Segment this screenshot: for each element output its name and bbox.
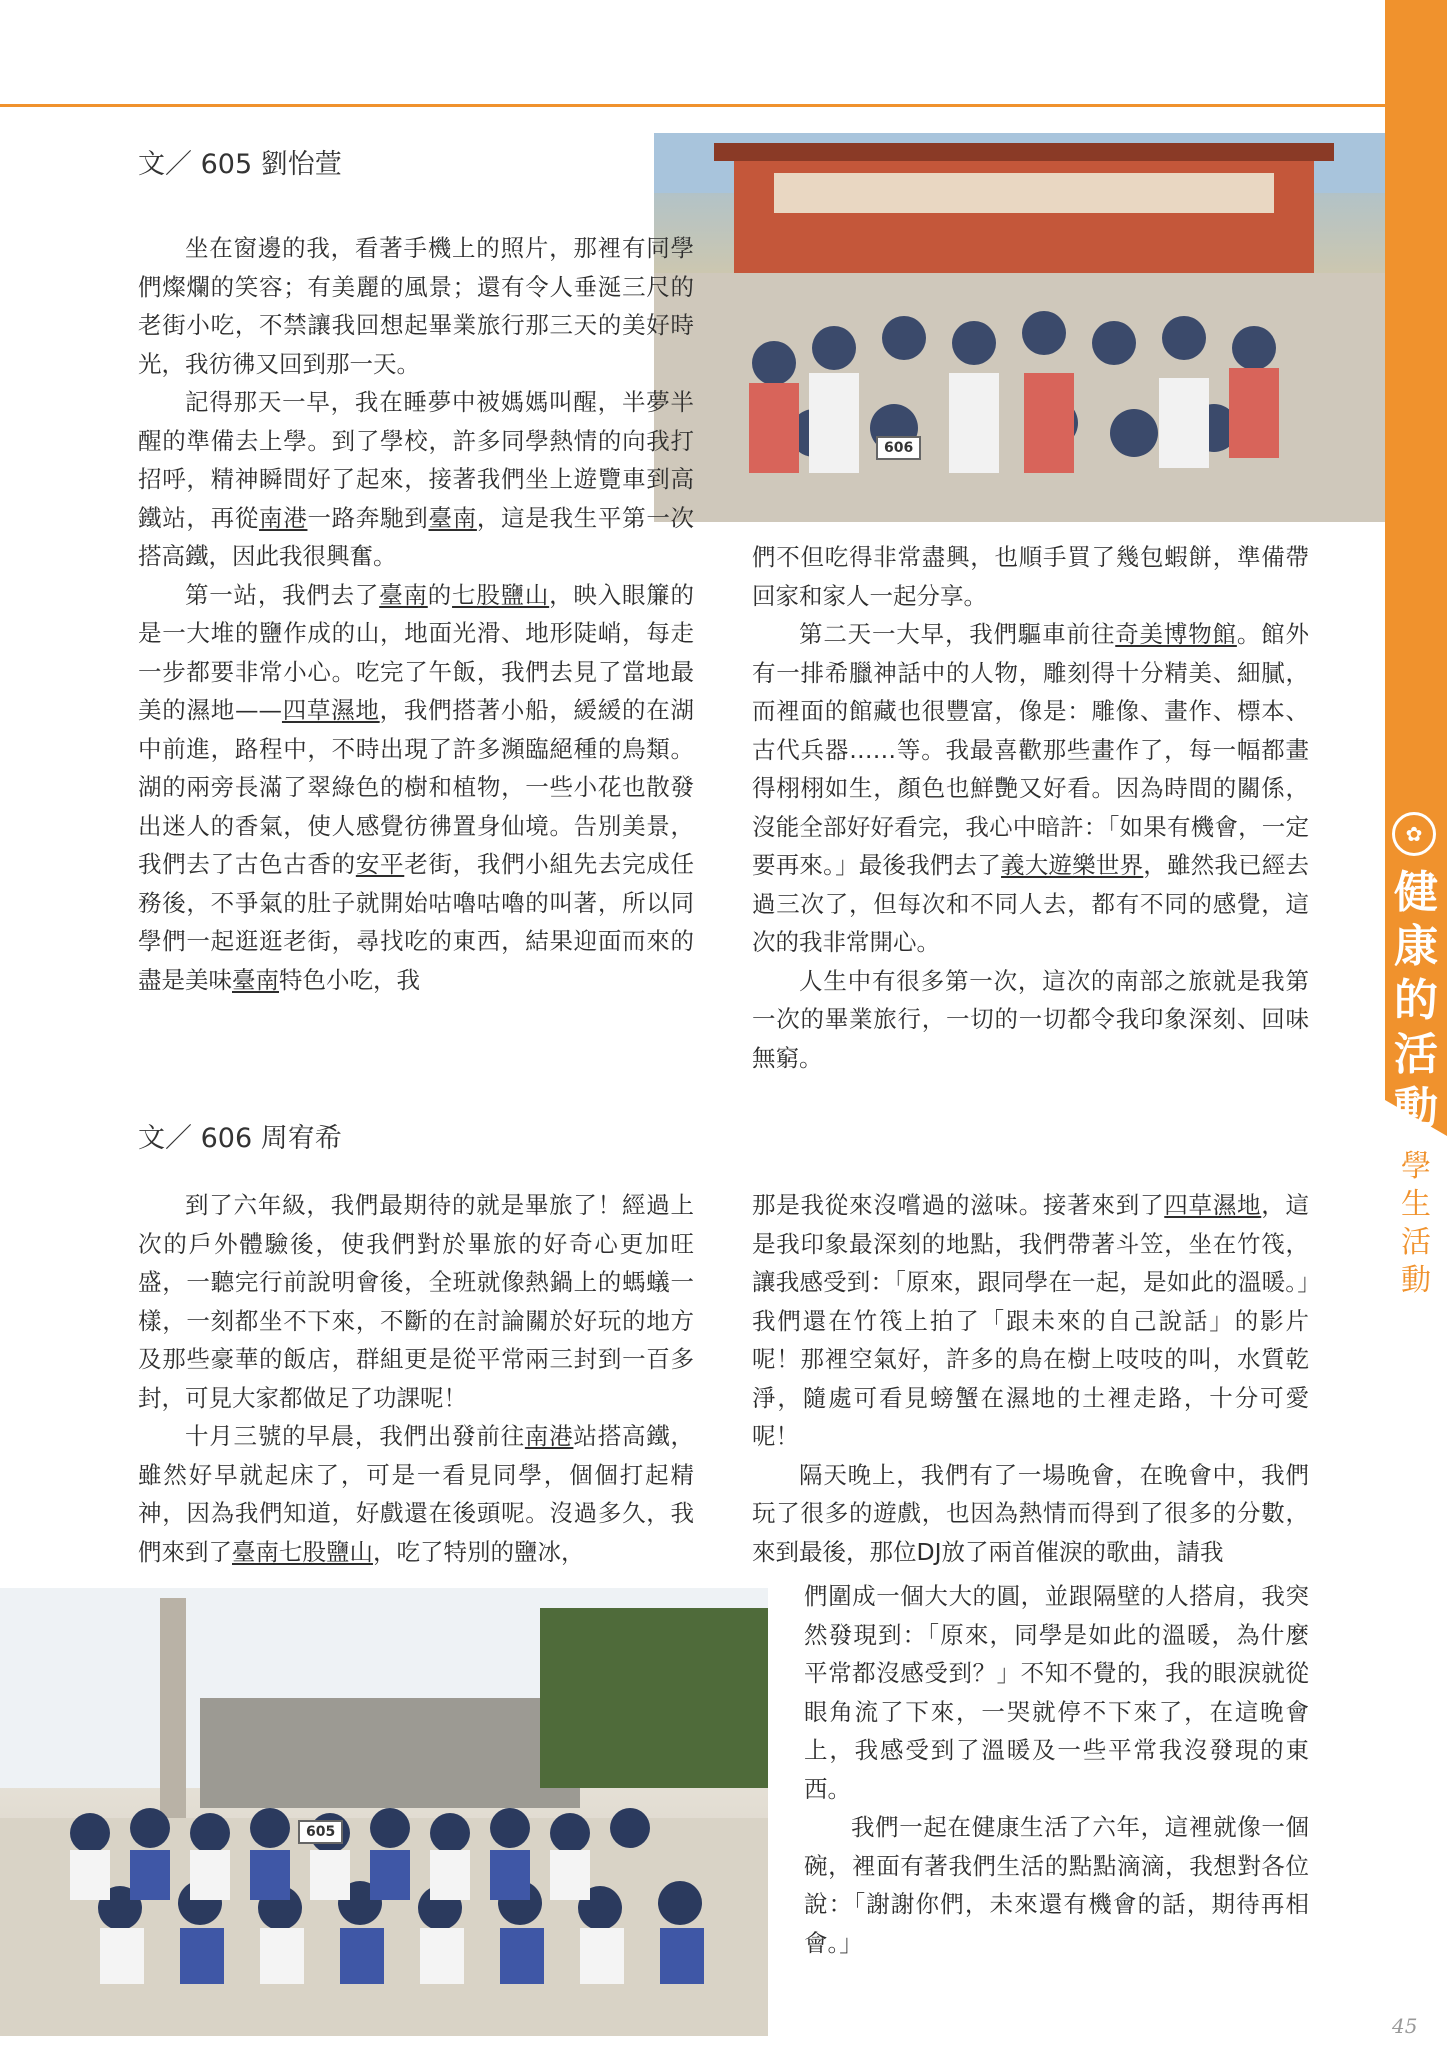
paragraph: 記得那天一早，我在睡夢中被媽媽叫醒，半夢半醒的準備去上學。到了學校，許多同學熱情的向我打招呼，精神瞬間好了起來，接著我們坐上遊覽車到高鐵站，再從南港一路奔馳到臺南，這是我生平第一次搭高鐵，因此我很興奮。 <box>138 388 695 570</box>
paragraph: 坐在窗邊的我，看著手機上的照片，那裡有同學們燦爛的笑容；有美麗的風景；還有令人垂涎三尺的老街小吃，不禁讓我回想起畢業旅行那三天的美好時光，我彷彿又回到那一天。 <box>138 234 694 378</box>
salt-mountain-photo-illustration <box>0 1588 768 2036</box>
paragraph: 十月三號的早晨，我們出發前往南港站搭高鐵，雖然好早就起床了，可是一看見同學，個個打起精神，因為我們知道，好戲還在後頭呢。沒過多久，我們來到了臺南七股鹽山，吃了特別的鹽冰， <box>138 1422 695 1566</box>
article2-left-column <box>138 1186 694 1571</box>
article2-byline: 文／ 606 周宥希 <box>138 1123 342 1154</box>
paragraph: 到了六年級，我們最期待的就是畢旅了！經過上次的戶外體驗後，使我們對於畢旅的好奇心更加旺盛，一聽完行前說明會後，全班就像熱鍋上的螞蟻一樣，一刻都坐不下來，不斷的在討論關於好玩的地方及那些豪華的飯店，群組更是從平常兩三封到一百多封，可見大家都做足了功課呢！ <box>138 1191 694 1412</box>
temple-photo-illustration <box>654 133 1385 522</box>
school-logo-icon: ✿ <box>1392 812 1436 856</box>
header-rule <box>0 104 1385 107</box>
paragraph: 們不但吃得非常盡興，也順手買了幾包蝦餅，準備帶回家和家人一起分享。 <box>752 543 1309 610</box>
article1-right-column <box>752 538 1309 1077</box>
paragraph: 人生中有很多第一次，這次的南部之旅就是我第一次的畢業旅行，一切的一切都令我印象深刻、回味無窮。 <box>752 966 1309 1072</box>
paragraph: 第二天一大早，我們驅車前往奇美博物館。館外有一排希臘神話中的人物，雕刻得十分精美、細膩，而裡面的館藏也很豐富，像是：雕像、畫作、標本、古代兵器……等。我最喜歡那些畫作了，每一幅都畫得栩栩如生，顏色也鮮艷又好看。因為時間的關係，沒能全部好好看完，我心中暗許：「如果有機會，一定要再來。」最後我們去了義大遊樂世界，雖然我已經去過三次了，但每次和不同人去，都有不同的感覺，這次的我非常開心。 <box>752 620 1310 956</box>
article1-left-column <box>138 229 694 999</box>
article2-right-column-top <box>752 1186 1309 1571</box>
section-title: 健 康 的 活 動 <box>1394 867 1438 1134</box>
paragraph: 那是我從來沒嚐過的滋味。接著來到了四草濕地，這是我印象最深刻的地點，我們帶著斗笠，坐在竹筏，讓我感受到：「原來，跟同學在一起，是如此的溫暖。」我們還在竹筏上拍了「跟未來的自己說話」的影片呢！那裡空氣好，許多的鳥在樹上吱吱的叫，水質乾淨，隨處可看見螃蟹在濕地的土裡走路，十分可愛呢！ <box>752 1191 1309 1450</box>
paragraph: 隔天晚上，我們有了一場晚會，在晚會中，我們玩了很多的遊戲，也因為熱情而得到了很多的分數，來到最後，那位DJ放了兩首催淚的歌曲，請我 <box>752 1460 1309 1566</box>
article1-group-photo <box>654 133 1385 522</box>
article1-byline: 文／ 605 劉怡萱 <box>138 149 342 180</box>
paragraph: 我們一起在健康生活了六年，這裡就像一個碗，裡面有著我們生活的點點滴滴，我想對各位說：「謝謝你們，未來還有機會的話，期待再相會。」 <box>804 1813 1309 1957</box>
section-subtitle: 學 生 活 動 <box>1401 1149 1431 1298</box>
class-sign: 605 <box>298 1820 343 1844</box>
article2-group-photo <box>0 1588 768 2036</box>
class-sign: 606 <box>876 436 921 460</box>
paragraph: 第一站，我們去了臺南的七股鹽山，映入眼簾的是一大堆的鹽作成的山，地面光滑、地形陡峭，每走一步都要非常小心。吃完了午飯，我們去見了當地最美的濕地——四草濕地，我們搭著小船，緩緩的在湖中前進，路程中，不時出現了許多瀕臨絕種的鳥類。湖的兩旁長滿了翠綠色的樹和植物，一些小花也散發出迷人的香氣，使人感覺彷彿置身仙境。告別美景，我們去了古色古香的安平老街，我們小組先去完成任務後，不爭氣的肚子就開始咕嚕咕嚕的叫著，所以同學們一起逛逛老街，尋找吃的東西，結果迎面而來的盡是美味臺南特色小吃，我 <box>138 580 695 994</box>
article2-right-column-bottom <box>804 1577 1309 1962</box>
page-number: 45 <box>1392 2014 1418 2038</box>
paragraph: 們圍成一個大大的圓，並跟隔壁的人搭肩，我突然發現到：「原來，同學是如此的溫暖，為什麼平常都沒感受到？」不知不覺的，我的眼淚就從眼角流了下來，一哭就停不下來了，在這晚會上，我感受到了溫暖及一些平常我沒發現的東西。 <box>804 1582 1309 1803</box>
